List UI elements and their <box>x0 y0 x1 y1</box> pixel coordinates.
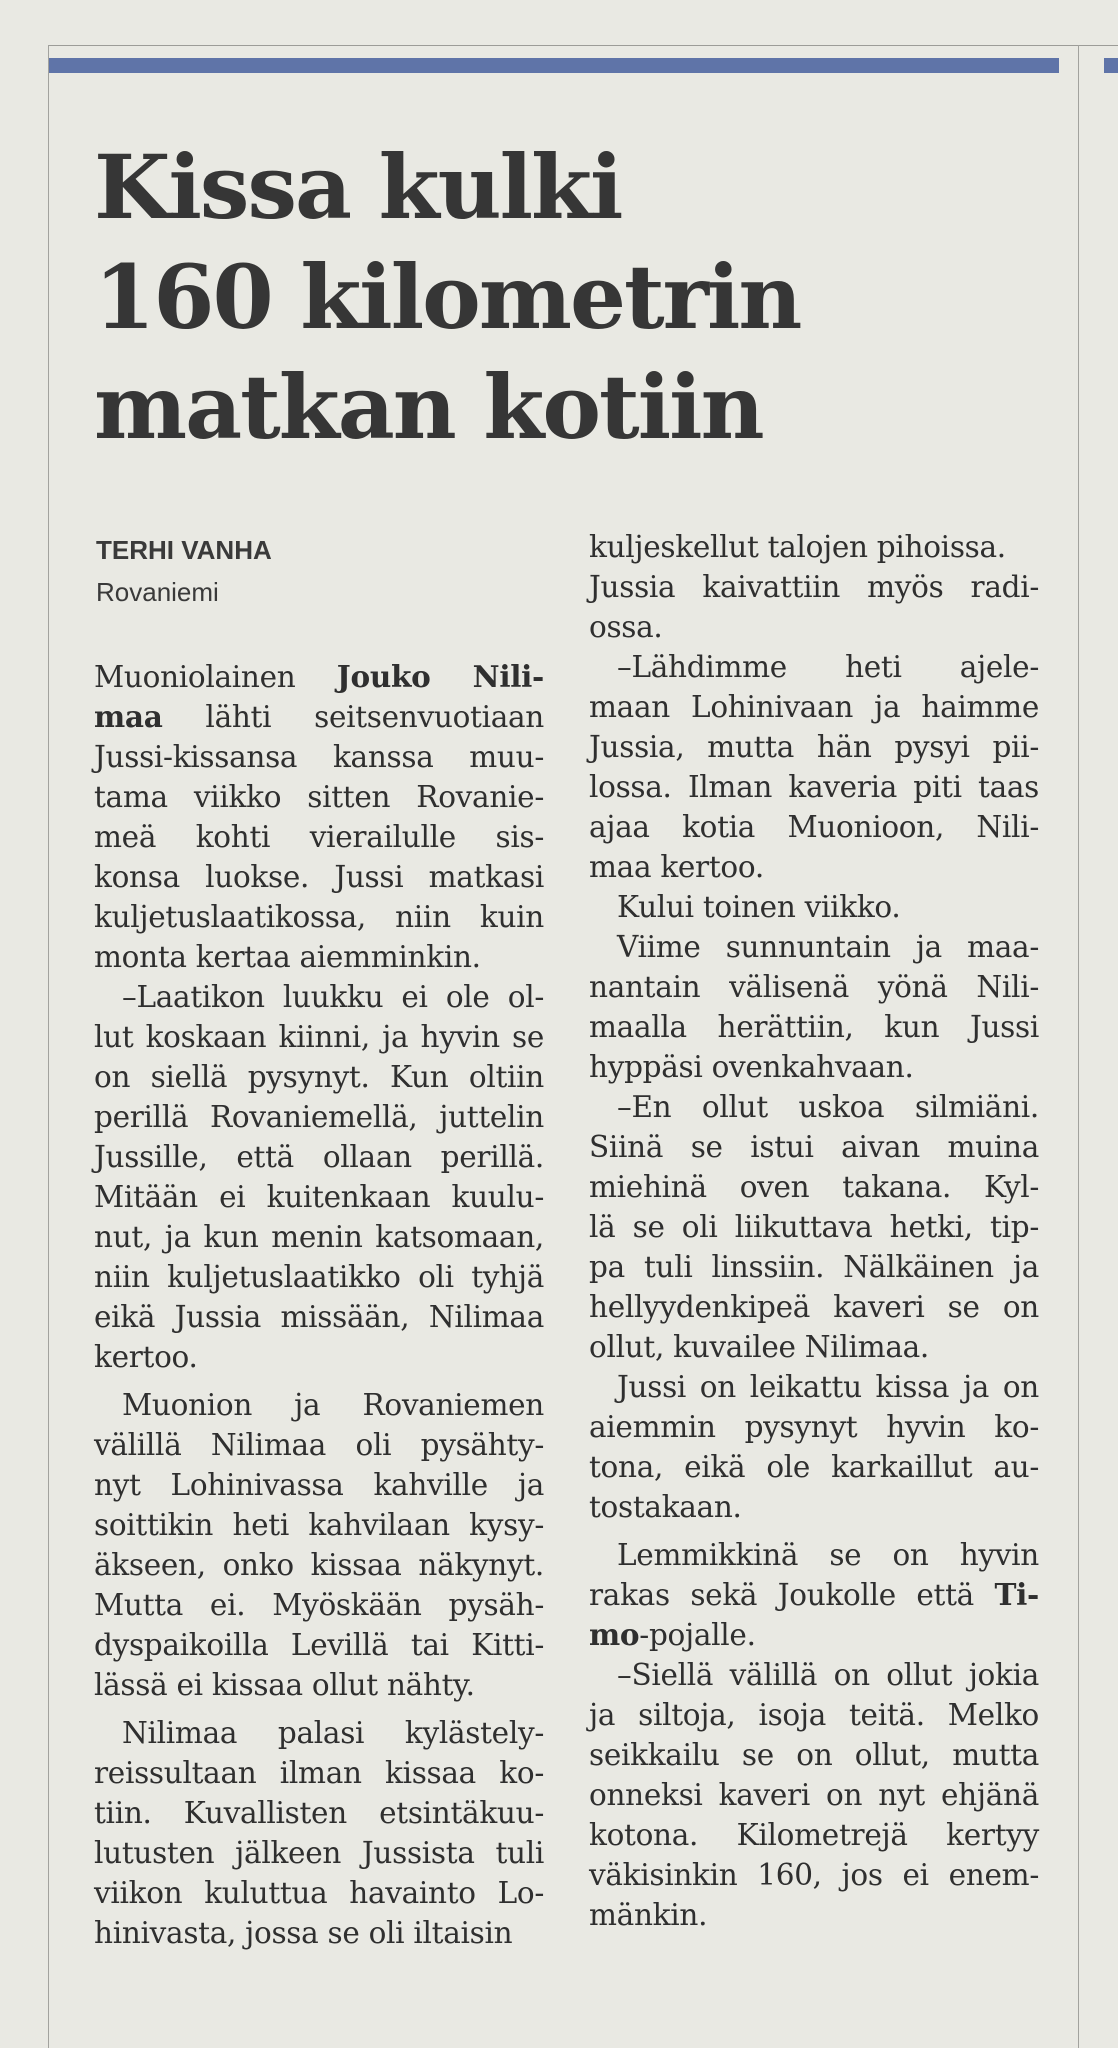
text-line <box>589 1287 1039 1327</box>
text-run: eikä Jussia missään, Nilimaa <box>94 1300 544 1334</box>
headline <box>94 132 994 462</box>
text-line <box>94 1665 544 1705</box>
text-run: meä kohti vierailulle sis- <box>94 820 544 854</box>
text-line <box>94 897 544 937</box>
headline-line: Kissa kulki <box>94 135 622 239</box>
text-line <box>94 1545 544 1585</box>
text-line <box>94 1337 544 1377</box>
text-run: niin kuljetuslaatikko oli tyhjä <box>94 1260 544 1294</box>
text-line <box>94 1833 544 1873</box>
text-run: pa tuli linssiin. Nälkäinen ja <box>589 1250 1039 1284</box>
text-run: kuljetuslaatikossa, niin kuin <box>94 900 544 934</box>
paragraph-gap <box>94 1705 544 1713</box>
text-line <box>589 1815 1039 1855</box>
text-run: Kului toinen viikko. <box>617 890 901 924</box>
text-line <box>94 937 544 977</box>
text-line <box>589 847 1039 887</box>
text-line <box>589 767 1039 807</box>
text-run: lä se oli liikuttava hetki, tip- <box>589 1210 1039 1244</box>
text-line <box>94 1217 544 1257</box>
text-line <box>589 1047 1039 1087</box>
text-line <box>589 1695 1039 1735</box>
text-line <box>94 1585 544 1625</box>
text-run: reissultaan ilman kissaa ko- <box>94 1756 544 1790</box>
text-line <box>94 1257 544 1297</box>
text-run: on siellä pysynyt. Kun oltiin <box>94 1060 544 1094</box>
text-line <box>94 777 544 817</box>
bold-name: Jouko Nili- <box>336 659 544 694</box>
text-run: väkisinkin 160, jos ei enem- <box>589 1858 1039 1892</box>
left-frame-line <box>48 45 49 2048</box>
text-run: rakas sekä Joukolle että <box>589 1578 995 1612</box>
text-line <box>589 1087 1039 1127</box>
text-line <box>589 887 1039 927</box>
text-run: –Lähdimme heti ajele- <box>617 650 1039 684</box>
text-line <box>94 1713 544 1753</box>
text-run: kotona. Kilometrejä kertyy <box>589 1818 1039 1852</box>
text-line <box>94 817 544 857</box>
column-divider <box>1078 45 1079 2048</box>
text-run: konsa luokse. Jussi matkasi <box>94 860 544 894</box>
text-run: lut koskaan kiinni, ja hyvin se <box>94 1020 544 1054</box>
text-run: viikon kuluttua havainto Lo- <box>94 1876 544 1910</box>
text-run: Jussi-kissansa kanssa muu- <box>94 740 544 774</box>
text-run: Jussille, että ollaan perillä. <box>94 1140 544 1174</box>
text-run: tostakaan. <box>589 1490 742 1524</box>
text-line <box>589 1407 1039 1447</box>
adjacent-section-rule <box>1104 58 1118 73</box>
text-run: kuljeskellut talojen pihoissa. <box>589 530 1006 564</box>
text-line <box>589 1487 1039 1527</box>
text-line <box>589 727 1039 767</box>
text-run: ollut, kuvailee Nilimaa. <box>589 1330 929 1364</box>
text-line <box>589 647 1039 687</box>
text-run: välillä Nilimaa oli pysähty- <box>94 1428 544 1462</box>
text-run: miehinä oven takana. Kyl- <box>589 1170 1039 1204</box>
byline-author: TERHI VANHA <box>96 535 272 565</box>
text-run: nyt Lohinivassa kahville ja <box>94 1468 544 1502</box>
text-run: äkseen, onko kissaa näkynyt. <box>94 1548 544 1582</box>
text-run: Mitään ei kuitenkaan kuulu- <box>94 1180 544 1214</box>
text-run: monta kertaa aiemminkin. <box>94 940 481 974</box>
text-run: soittikin heti kahvilaan kysy- <box>94 1508 544 1542</box>
text-line <box>589 1535 1039 1575</box>
text-line <box>589 1855 1039 1895</box>
text-run: onneksi kaveri on nyt ehjänä <box>589 1778 1039 1812</box>
bold-name: Ti- <box>994 1577 1039 1612</box>
text-line <box>589 1167 1039 1207</box>
text-line <box>94 1297 544 1337</box>
bold-name: maa <box>94 699 163 734</box>
text-run: Jussi on leikattu kissa ja on <box>617 1370 1039 1404</box>
text-line <box>589 967 1039 1007</box>
headline-line: 160 kilometrin <box>94 245 801 349</box>
text-run: seikkailu se on ollut, mutta <box>589 1738 1039 1772</box>
text-run: Mutta ei. Myöskään pysäh- <box>94 1588 544 1622</box>
text-run: lässä ei kissaa ollut nähty. <box>94 1668 475 1702</box>
text-line <box>589 1895 1039 1935</box>
text-line <box>94 1137 544 1177</box>
text-run: Muoniolainen <box>94 660 337 694</box>
text-run: hellyydenkipeä kaveri se on <box>589 1290 1039 1324</box>
paragraph-gap <box>94 1377 544 1385</box>
text-line <box>94 1425 544 1465</box>
text-line <box>94 1793 544 1833</box>
text-run: nantain välisenä yönä Nili- <box>589 970 1039 1004</box>
text-run: Jussia kaivattiin myös radi- <box>589 570 1039 604</box>
text-run: Viime sunnuntain ja maa- <box>617 930 1039 964</box>
text-run: kertoo. <box>94 1340 198 1374</box>
text-line <box>94 1385 544 1425</box>
text-run: –Laatikon luukku ei ole ol- <box>122 980 544 1014</box>
text-run: Muonion ja Rovaniemen <box>122 1388 544 1422</box>
text-line <box>94 1625 544 1665</box>
text-line <box>94 1017 544 1057</box>
text-line <box>589 1127 1039 1167</box>
text-run: lähti seitsenvuotiaan <box>162 700 544 734</box>
text-run: tama viikko sitten Rovanie- <box>94 780 544 814</box>
text-run: –Siellä välillä on ollut jokia <box>617 1658 1039 1692</box>
text-line <box>94 1873 544 1913</box>
text-line <box>94 737 544 777</box>
text-run: ajaa kotia Muonioon, Nili- <box>589 810 1039 844</box>
text-line <box>589 1655 1039 1695</box>
text-line <box>589 1447 1039 1487</box>
byline-place: Rovaniemi <box>96 577 219 607</box>
top-frame-line <box>48 45 1118 46</box>
text-run: Nilimaa palasi kylästely- <box>122 1716 544 1750</box>
text-line <box>94 1753 544 1793</box>
text-line <box>94 977 544 1017</box>
text-line <box>589 527 1039 567</box>
text-line <box>589 1007 1039 1047</box>
text-line <box>589 927 1039 967</box>
text-run: ossa. <box>589 610 663 644</box>
text-run: tiin. Kuvallisten etsintäkuu- <box>94 1796 544 1830</box>
text-run: Jussia, mutta hän pysyi pii- <box>589 730 1039 764</box>
text-run: ja siltoja, isoja teitä. Melko <box>589 1698 1039 1732</box>
text-line <box>589 1207 1039 1247</box>
text-run: tona, eikä ole karkaillut au- <box>589 1450 1039 1484</box>
text-line <box>589 1367 1039 1407</box>
text-line <box>94 1057 544 1097</box>
text-run: nut, ja kun menin katsomaan, <box>94 1220 544 1254</box>
text-line <box>589 1775 1039 1815</box>
text-run: dyspaikoilla Levillä tai Kitti- <box>94 1628 544 1662</box>
text-line <box>94 1177 544 1217</box>
text-line <box>94 1913 544 1953</box>
bold-name: mo <box>589 1617 640 1652</box>
text-line <box>94 697 544 737</box>
text-line <box>589 607 1039 647</box>
text-line <box>589 687 1039 727</box>
text-run: maalla herättiin, kun Jussi <box>589 1010 1039 1044</box>
text-run: aiemmin pysynyt hyvin ko- <box>589 1410 1039 1444</box>
text-run: maa kertoo. <box>589 850 764 884</box>
text-run: Lemmikkinä se on hyvin <box>617 1538 1039 1572</box>
section-rule <box>49 58 1059 73</box>
text-line <box>94 857 544 897</box>
text-line <box>589 1575 1039 1615</box>
text-run: perillä Rovaniemellä, juttelin <box>94 1100 544 1134</box>
text-run: maan Lohinivaan ja haimme <box>589 690 1039 724</box>
headline-line: matkan kotiin <box>94 355 763 459</box>
text-line <box>589 1615 1039 1655</box>
text-run: hyppäsi ovenkahvaan. <box>589 1050 914 1084</box>
article-column-left <box>94 657 544 1953</box>
article-column-right <box>589 527 1039 1935</box>
text-run: lutusten jälkeen Jussista tuli <box>94 1836 544 1870</box>
text-run: –En ollut uskoa silmiäni. <box>617 1090 1039 1124</box>
text-line <box>589 1327 1039 1367</box>
text-line <box>589 1247 1039 1287</box>
text-line <box>589 1735 1039 1775</box>
text-line <box>589 807 1039 847</box>
text-run: -pojalle. <box>639 1618 756 1652</box>
text-run: lossa. Ilman kaveria piti taas <box>589 770 1039 804</box>
text-line <box>94 1097 544 1137</box>
text-run: Siinä se istui aivan muina <box>589 1130 1039 1164</box>
text-line <box>94 657 544 697</box>
paragraph-gap <box>589 1527 1039 1535</box>
text-line <box>589 567 1039 607</box>
text-line <box>94 1505 544 1545</box>
text-run: hinivasta, jossa se oli iltaisin <box>94 1916 513 1950</box>
text-run: mänkin. <box>589 1898 708 1932</box>
text-line <box>94 1465 544 1505</box>
